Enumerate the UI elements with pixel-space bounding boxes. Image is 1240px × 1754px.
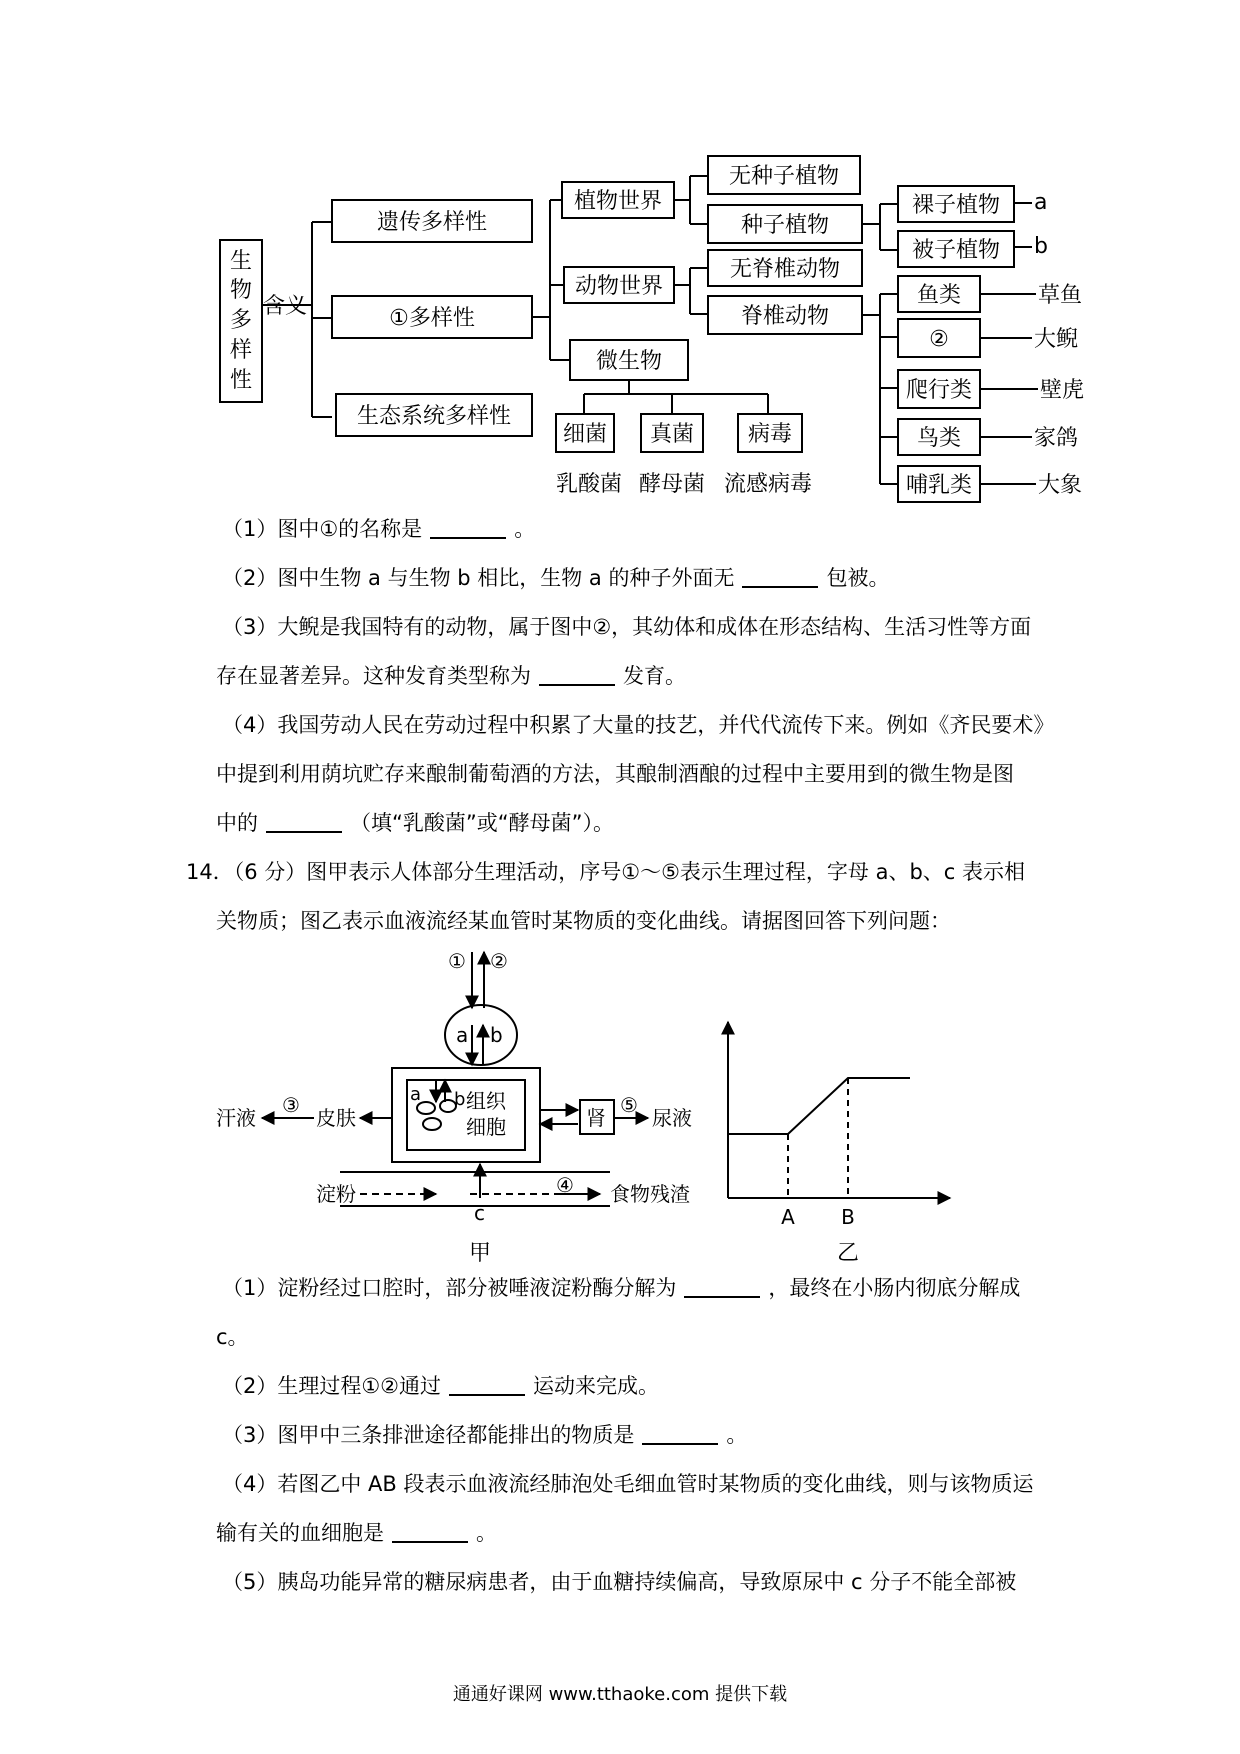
answer-blank[interactable] [392, 1521, 468, 1543]
fungi-label: 真菌 [649, 422, 695, 447]
answer-blank[interactable] [742, 566, 818, 588]
q13-item2: （2）图中生物 a 与生物 b 相比，生物 a 的种子外面无 包被。 [222, 566, 890, 590]
q13-item1: （1）图中①的名称是 。 [222, 517, 536, 541]
root-char: 物 [229, 278, 253, 303]
example-mammal: 大象 [1038, 473, 1083, 498]
vert-label: 脊椎动物 [740, 304, 830, 329]
q14-item4-line1: （4）若图乙中 AB 段表示血液流经肺泡处毛细血管时某物质的变化曲线，则与该物质运 [222, 1472, 1034, 1496]
invert-label: 无脊椎动物 [729, 257, 841, 282]
q14-item2: （2）生理过程①②通过 运动来完成。 [222, 1374, 660, 1398]
figure-jia [200, 940, 720, 1270]
mammal-label: 哺乳类 [905, 473, 973, 498]
label-b: b [490, 1023, 503, 1047]
bird-label: 鸟类 [916, 426, 962, 451]
virus-label: 病毒 [747, 422, 793, 447]
q14-item1-line2: c。 [216, 1325, 249, 1349]
example-reptile: 壁虎 [1040, 378, 1085, 403]
gymno-label: 裸子植物 [911, 193, 1001, 218]
example-virus: 流感病毒 [723, 472, 813, 497]
seed-label: 种子植物 [740, 213, 830, 238]
example-bacteria: 乳酸菌 [555, 472, 623, 497]
angio-label: 被子植物 [911, 238, 1001, 263]
label-n2: ② [490, 949, 508, 973]
answer-blank[interactable] [449, 1374, 525, 1396]
label-a: a [456, 1023, 469, 1047]
root-char: 性 [229, 368, 253, 393]
example-fungi: 酵母菌 [638, 472, 706, 497]
caption-jia: 甲 [468, 1241, 492, 1266]
q14-header-line2: 关物质；图乙表示血液流经某血管时某物质的变化曲线。请据图回答下列问题： [216, 909, 951, 933]
example-bird: 家鸽 [1034, 426, 1079, 451]
root-char: 生 [229, 249, 253, 274]
species-label: ①多样性 [389, 306, 475, 331]
kidney-label: 肾 [586, 1106, 606, 1130]
label-a-cell: a [410, 1084, 422, 1105]
root-char: 多 [229, 308, 253, 333]
q14-item5: （5）胰岛功能异常的糖尿病患者，由于血糖持续偏高，导致原尿中 c 分子不能全部被 [222, 1570, 1017, 1594]
microbe-label: 微生物 [595, 349, 663, 374]
label-b-cell: b [454, 1089, 466, 1110]
label-b: b [1034, 234, 1048, 259]
q14-item3: （3）图甲中三条排泄途径都能排出的物质是 。 [222, 1423, 748, 1447]
biodiversity-diagram [0, 0, 1240, 520]
label-n4: ④ [556, 1173, 574, 1197]
answer-blank[interactable] [684, 1276, 760, 1298]
example-fish: 草鱼 [1038, 283, 1083, 308]
seedless-label: 无种子植物 [728, 164, 840, 189]
tick-b: B [841, 1205, 855, 1229]
label-n1: ① [448, 949, 466, 973]
reptile-label: 爬行类 [905, 378, 973, 403]
label-c: c [474, 1201, 485, 1225]
label-a: a [1034, 190, 1048, 215]
label-n5: ⑤ [620, 1093, 638, 1117]
tissue-label-2: 细胞 [466, 1115, 506, 1139]
label-n3: ③ [282, 1093, 300, 1117]
animal-world-label: 动物世界 [574, 274, 664, 299]
q13-item4-line3: 中的 （填“乳酸菌”或“酵母菌”）。 [216, 811, 615, 835]
urine-label: 尿液 [652, 1106, 692, 1130]
blood-cell [423, 1118, 441, 1130]
fish-label: 鱼类 [916, 283, 962, 308]
root-char: 样 [229, 338, 253, 363]
example-amphibian: 大鲵 [1034, 327, 1079, 352]
ecosystem-label: 生态系统多样性 [356, 404, 512, 429]
starch-label: 淀粉 [316, 1182, 356, 1206]
amphibian-label: ② [929, 327, 949, 352]
q13-item3-line1: （3）大鲵是我国特有的动物，属于图中②，其幼体和成体在形态结构、生活习性等方面 [222, 615, 1032, 639]
answer-blank[interactable] [266, 811, 342, 833]
page-footer: 通通好课网 www.tthaoke.com 提供下载 [452, 1684, 788, 1705]
tick-a: A [781, 1205, 795, 1229]
answer-blank[interactable] [642, 1423, 718, 1445]
tissue-label-1: 组织 [466, 1089, 506, 1113]
answer-blank[interactable] [430, 517, 506, 539]
caption-yi: 乙 [836, 1241, 860, 1266]
q13-item4-line1: （4）我国劳动人民在劳动过程中积累了大量的技艺，并代代流传下来。例如《齐民要术》 [222, 713, 1055, 737]
q14-item4-line2: 输有关的血细胞是 。 [216, 1521, 497, 1545]
q13-item4-line2: 中提到利用荫坑贮存来酿制葡萄酒的方法，其酿制酒酿的过程中主要用到的微生物是图 [216, 762, 1014, 786]
sweat-label: 汗液 [216, 1106, 256, 1130]
residue-label: 食物残渣 [610, 1182, 690, 1206]
meaning-label: 含义 [263, 294, 308, 319]
q14-item1-line1: （1）淀粉经过口腔时，部分被唾液淀粉酶分解为 ，最终在小肠内彻底分解成 [222, 1276, 1021, 1300]
genetic-label: 遗传多样性 [376, 210, 488, 235]
skin-label: 皮肤 [316, 1106, 356, 1130]
curve-line [728, 1078, 910, 1134]
plant-world-label: 植物世界 [573, 189, 663, 214]
answer-blank[interactable] [539, 664, 615, 686]
q14-header-line1: 14．（6 分）图甲表示人体部分生理活动，序号①～⑤表示生理过程，字母 a、b、c 表示相 [186, 860, 1026, 884]
q13-item3-line2: 存在显著差异。这种发育类型称为 发育。 [216, 664, 686, 688]
bacteria-label: 细菌 [562, 422, 608, 447]
